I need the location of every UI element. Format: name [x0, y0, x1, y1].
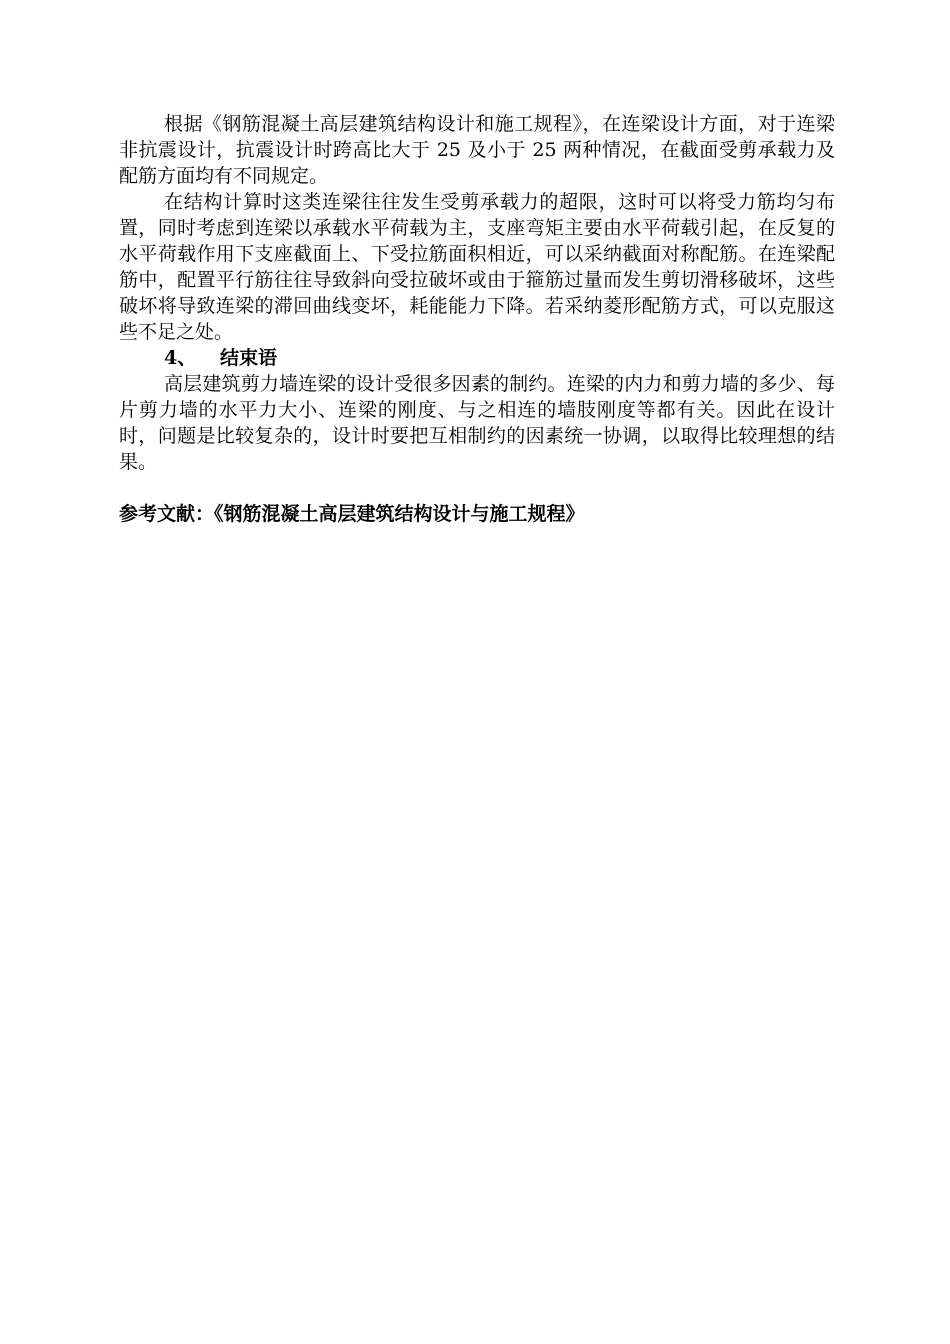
references-label: 参考文献：	[119, 503, 215, 525]
section-title: 结束语	[220, 347, 278, 369]
references	[119, 501, 835, 527]
body-paragraph-reinforcement: 在结构计算时这类连梁往往发生受剪承载力的超限，这时可以将受力筋均匀布置，同时考虑到连梁以承载水平荷载为主，支座弯矩主要由水平荷载引起，在反复的水平荷载作用下支座截面上、下受拉筋面积相近，可以采纳截面对称配筋。在连梁配筋中，配置平行筋往往导致斜向受拉破坏或由于箍筋过量而发生剪切滑移破坏，这些破坏将导致连梁的滞回曲线变坏，耗能能力下降。若采纳菱形配筋方式，可以克服这些不足之处。	[119, 191, 835, 343]
conclusion-paragraph: 高层建筑剪力墙连梁的设计受很多因素的制约。连梁的内力和剪力墙的多少、每片剪力墙的水平力大小、连梁的刚度、与之相连的墙肢刚度等都有关。因此在设计时，问题是比较复杂的，设计时要把互相制约的因素统一协调，以取得比较理想的结果。	[119, 373, 835, 473]
section-heading	[119, 345, 835, 371]
document-page	[119, 111, 835, 527]
references-entry: 《钢筋混凝土高层建筑结构设计与施工规程》	[214, 503, 585, 525]
body-paragraph-regulation: 根据《钢筋混凝土高层建筑结构设计和施工规程》，在连梁设计方面，对于连梁非抗震设计，抗震设计时跨高比大于 25 及小于 25 两种情况，在截面受剪承载力及配筋方面均有不同规定。	[119, 113, 835, 187]
section-number: 4、	[164, 347, 197, 369]
